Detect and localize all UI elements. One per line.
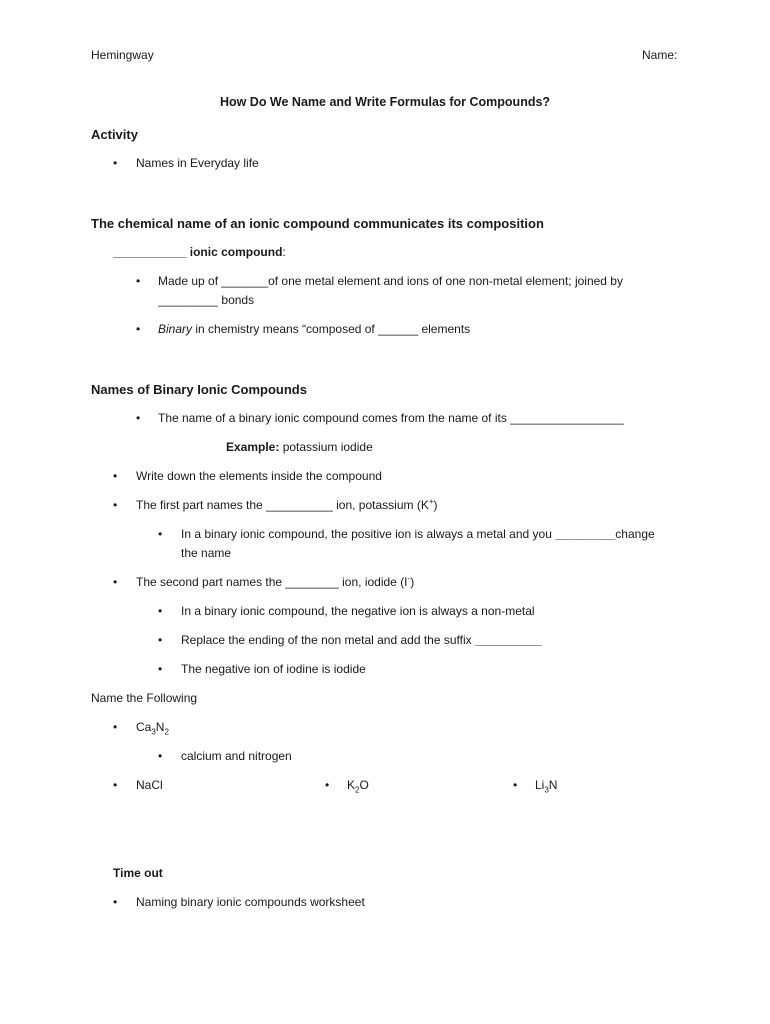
section1-subheading	[113, 245, 286, 259]
example-value: potassium iodide	[279, 440, 373, 454]
bullet: •	[158, 662, 163, 676]
formula-ca3n2	[136, 720, 169, 737]
timeout-item: Naming binary ionic compounds worksheet	[136, 895, 365, 909]
example-label: Example:	[226, 440, 280, 454]
section2-item4-sub1: In a binary ionic compound, the negative ion is always a non-metal	[181, 604, 535, 618]
name-following-heading: Name the Following	[91, 691, 198, 705]
formula-subscript: 3	[151, 727, 156, 737]
sub1-pre: In a binary ionic compound, the positive ion is always a metal and you	[181, 527, 556, 541]
section2-heading: Names of Binary Ionic Compounds	[91, 382, 307, 397]
section2-item4-sub2	[181, 633, 542, 647]
bullet: •	[113, 469, 118, 483]
sub1-blank: _________	[555, 527, 616, 541]
section1-item1-line2: _________ bonds	[158, 293, 255, 307]
example-line	[226, 440, 373, 454]
formula-subscript: 2	[164, 727, 169, 737]
formula-part: O	[359, 778, 369, 792]
bullet: •	[158, 749, 163, 763]
bullet: •	[158, 527, 163, 541]
header-left: Hemingway	[91, 48, 154, 62]
bullet: •	[325, 778, 330, 792]
timeout-heading: Time out	[113, 866, 163, 880]
bullet: •	[113, 575, 118, 589]
header-name-label: Name:	[642, 48, 678, 62]
bullet: •	[513, 778, 518, 792]
section1-item2	[158, 322, 470, 336]
binary-italic: Binary	[158, 322, 193, 336]
item4-post: )	[410, 575, 415, 589]
formula-nacl: NaCl	[136, 778, 163, 792]
formula-part: N	[548, 778, 558, 792]
formula-li3n	[535, 778, 558, 795]
bullet: •	[136, 411, 141, 425]
formula-ca3n2-hint: calcium and nitrogen	[181, 749, 292, 763]
subheading-blank: ___________	[113, 245, 187, 259]
formula-subscript: 3	[544, 785, 549, 795]
item3-sup: +	[428, 497, 434, 506]
subheading-text: ionic compound	[186, 245, 283, 259]
bullet: •	[136, 322, 141, 336]
bullet: •	[113, 498, 118, 512]
bullet: •	[113, 778, 118, 792]
formula-part: Ca	[136, 720, 152, 734]
sub2-blank: __________	[475, 633, 542, 647]
bullet: •	[158, 604, 163, 618]
bullet: •	[113, 156, 118, 170]
section2-item2: Write down the elements inside the compound	[136, 469, 382, 483]
section1-heading: The chemical name of an ionic compound communicates its composition	[91, 216, 544, 231]
section2-item4	[136, 575, 414, 589]
section2-item3	[136, 498, 438, 512]
sub2-pre: Replace the ending of the non metal and add the suffix	[181, 633, 475, 647]
section2-item1: The name of a binary ionic compound comes from the name of its _________________	[158, 411, 624, 425]
formula-part: N	[155, 720, 165, 734]
item4-sup: -	[407, 574, 411, 583]
section2-item3-sub1	[181, 527, 655, 541]
sub1-post: change	[615, 527, 655, 541]
formula-part: Li	[535, 778, 545, 792]
activity-item: Names in Everyday life	[136, 156, 259, 170]
item3-post: )	[433, 498, 438, 512]
item3-pre: The first part names the __________ ion, potassium (K	[136, 498, 429, 512]
section2-item4-sub3: The negative ion of iodine is iodide	[181, 662, 366, 676]
bullet: •	[113, 895, 118, 909]
section1-item1-line1: Made up of _______of one metal element and ions of one non-metal element; joined by	[158, 274, 623, 288]
section2-item3-sub1-line2: the name	[181, 546, 232, 560]
activity-heading: Activity	[91, 127, 138, 142]
bullet: •	[136, 274, 141, 288]
binary-rest: in chemistry means “composed of ______ elements	[192, 322, 471, 336]
bullet: •	[158, 633, 163, 647]
formula-k2o	[347, 778, 369, 795]
page-title: How Do We Name and Write Formulas for Compounds?	[219, 95, 551, 109]
formula-part: K	[347, 778, 356, 792]
bullet: •	[113, 720, 118, 734]
item4-pre: The second part names the ________ ion, iodide (I	[136, 575, 408, 589]
subheading-colon: :	[282, 245, 286, 259]
formula-subscript: 2	[355, 785, 360, 795]
